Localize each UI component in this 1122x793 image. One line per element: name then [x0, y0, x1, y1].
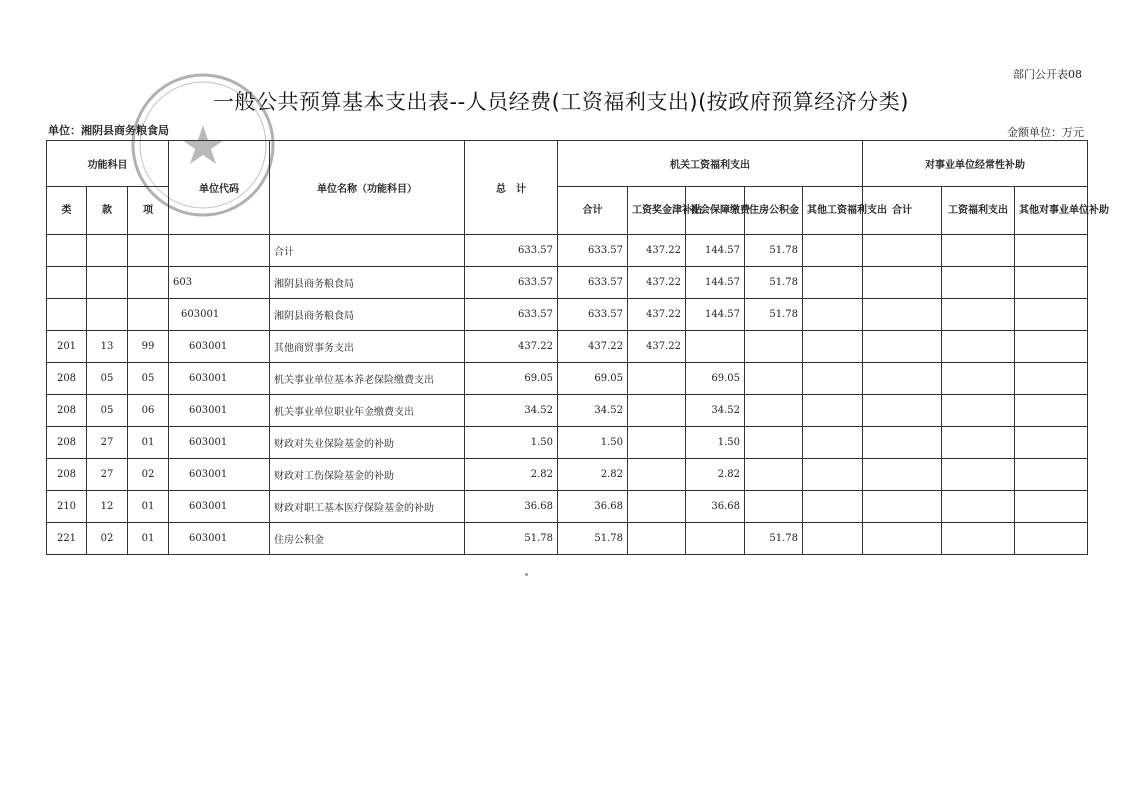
cell-org-housing	[745, 491, 803, 523]
cell-org-housing: 51.78	[745, 235, 803, 267]
header-lei: 类	[47, 187, 87, 235]
cell-total: 633.57	[465, 267, 558, 299]
cell-inst-wage	[942, 267, 1015, 299]
cell-org-social: 144.57	[686, 299, 745, 331]
header-org-social: 社会保障缴费	[686, 187, 745, 235]
table-row	[47, 363, 1088, 395]
cell-org-housing	[745, 363, 803, 395]
cell-lei: 208	[47, 395, 87, 427]
cell-inst-total	[863, 235, 942, 267]
cell-unit-code: 603	[169, 267, 270, 299]
header-xiang: 项	[128, 187, 169, 235]
table-row	[47, 235, 1088, 267]
cell-unit-code: 603001	[169, 299, 270, 331]
cell-lei: 208	[47, 459, 87, 491]
cell-kuan: 27	[87, 427, 128, 459]
cell-org-total: 69.05	[558, 363, 628, 395]
cell-inst-other	[1015, 331, 1088, 363]
cell-org-bonus	[628, 395, 686, 427]
cell-xiang	[128, 267, 169, 299]
cell-inst-other	[1015, 395, 1088, 427]
table-row	[47, 523, 1088, 555]
cell-kuan: 27	[87, 459, 128, 491]
cell-kuan: 12	[87, 491, 128, 523]
cell-lei: 210	[47, 491, 87, 523]
cell-total: 437.22	[465, 331, 558, 363]
cell-org-total: 36.68	[558, 491, 628, 523]
cell-org-social: 34.52	[686, 395, 745, 427]
cell-lei: 208	[47, 427, 87, 459]
cell-unit-code: 603001	[169, 523, 270, 555]
cell-total: 51.78	[465, 523, 558, 555]
cell-org-other	[803, 363, 863, 395]
header-org-bonus: 工资奖金津补贴	[628, 187, 686, 235]
header-org-total: 合计	[558, 187, 628, 235]
cell-org-other	[803, 267, 863, 299]
cell-org-social: 36.68	[686, 491, 745, 523]
cell-org-bonus	[628, 523, 686, 555]
cell-inst-wage	[942, 331, 1015, 363]
cell-inst-wage	[942, 395, 1015, 427]
cell-unit-name: 其他商贸事务支出	[270, 331, 465, 363]
cell-inst-other	[1015, 523, 1088, 555]
cell-unit-name: 财政对职工基本医疗保险基金的补助	[270, 491, 465, 523]
cell-org-housing	[745, 427, 803, 459]
cell-org-bonus	[628, 363, 686, 395]
cell-inst-wage	[942, 459, 1015, 491]
cell-org-total: 2.82	[558, 459, 628, 491]
cell-unit-name: 住房公积金	[270, 523, 465, 555]
cell-xiang	[128, 299, 169, 331]
cell-unit-code: 603001	[169, 331, 270, 363]
cell-unit-code	[169, 235, 270, 267]
cell-xiang: 01	[128, 427, 169, 459]
cell-unit-code: 603001	[169, 491, 270, 523]
cell-unit-code: 603001	[169, 427, 270, 459]
cell-org-housing	[745, 395, 803, 427]
cell-inst-other	[1015, 363, 1088, 395]
cell-total: 633.57	[465, 235, 558, 267]
cell-kuan	[87, 299, 128, 331]
cell-inst-wage	[942, 427, 1015, 459]
cell-unit-code: 603001	[169, 395, 270, 427]
cell-org-total: 437.22	[558, 331, 628, 363]
cell-org-other	[803, 427, 863, 459]
table-row	[47, 427, 1088, 459]
cell-org-other	[803, 331, 863, 363]
cell-xiang: 05	[128, 363, 169, 395]
cell-org-social: 1.50	[686, 427, 745, 459]
cell-unit-code: 603001	[169, 459, 270, 491]
cell-org-social: 144.57	[686, 267, 745, 299]
cell-inst-total	[863, 459, 942, 491]
cell-total: 1.50	[465, 427, 558, 459]
scan-speck	[525, 573, 528, 576]
cell-kuan	[87, 267, 128, 299]
unit-label: 单位：湘阴县商务粮食局	[48, 124, 169, 137]
cell-inst-other	[1015, 299, 1088, 331]
header-unit-name: 单位名称（功能科目）	[270, 141, 465, 235]
cell-xiang: 06	[128, 395, 169, 427]
table-row	[47, 491, 1088, 523]
cell-unit-name: 财政对工伤保险基金的补助	[270, 459, 465, 491]
cell-inst-other	[1015, 459, 1088, 491]
cell-unit-name: 机关事业单位职业年金缴费支出	[270, 395, 465, 427]
cell-lei: 208	[47, 363, 87, 395]
cell-org-total: 51.78	[558, 523, 628, 555]
table-row	[47, 459, 1088, 491]
cell-org-social: 69.05	[686, 363, 745, 395]
cell-inst-total	[863, 299, 942, 331]
table-row	[47, 299, 1088, 331]
cell-inst-total	[863, 267, 942, 299]
cell-org-social	[686, 331, 745, 363]
cell-unit-code: 603001	[169, 363, 270, 395]
cell-org-other	[803, 395, 863, 427]
cell-xiang: 01	[128, 523, 169, 555]
cell-inst-other	[1015, 235, 1088, 267]
cell-org-bonus: 437.22	[628, 235, 686, 267]
cell-total: 34.52	[465, 395, 558, 427]
cell-org-other	[803, 523, 863, 555]
cell-kuan: 13	[87, 331, 128, 363]
header-func-subject: 功能科目	[47, 141, 169, 187]
header-org-housing: 住房公积金	[745, 187, 803, 235]
cell-unit-name: 湘阴县商务粮食局	[270, 267, 465, 299]
cell-unit-name: 机关事业单位基本养老保险缴费支出	[270, 363, 465, 395]
cell-inst-total	[863, 363, 942, 395]
cell-inst-total	[863, 427, 942, 459]
cell-total: 36.68	[465, 491, 558, 523]
header-total: 总 计	[465, 141, 558, 235]
amount-unit-label: 金额单位：万元	[1007, 126, 1084, 139]
cell-total: 2.82	[465, 459, 558, 491]
cell-org-total: 633.57	[558, 267, 628, 299]
cell-lei	[47, 235, 87, 267]
cell-org-bonus: 437.22	[628, 331, 686, 363]
cell-org-total: 34.52	[558, 395, 628, 427]
cell-org-social: 144.57	[686, 235, 745, 267]
cell-total: 69.05	[465, 363, 558, 395]
cell-kuan	[87, 235, 128, 267]
cell-org-bonus	[628, 427, 686, 459]
cell-org-bonus: 437.22	[628, 299, 686, 331]
cell-org-housing: 51.78	[745, 299, 803, 331]
header-org-other: 其他工资福利支出	[803, 187, 863, 235]
cell-inst-total	[863, 331, 942, 363]
cell-inst-wage	[942, 299, 1015, 331]
table-row	[47, 395, 1088, 427]
cell-inst-other	[1015, 267, 1088, 299]
cell-lei: 201	[47, 331, 87, 363]
cell-org-other	[803, 459, 863, 491]
cell-org-bonus: 437.22	[628, 267, 686, 299]
cell-kuan: 05	[87, 395, 128, 427]
cell-xiang: 02	[128, 459, 169, 491]
cell-org-housing: 51.78	[745, 267, 803, 299]
cell-org-total: 633.57	[558, 235, 628, 267]
cell-org-social: 2.82	[686, 459, 745, 491]
cell-xiang: 01	[128, 491, 169, 523]
cell-org-bonus	[628, 459, 686, 491]
table-row	[47, 267, 1088, 299]
page-title: 一般公共预算基本支出表--人员经费(工资福利支出)(按政府预算经济分类)	[213, 90, 909, 114]
header-unit-code: 单位代码	[169, 141, 270, 235]
header-inst-wage: 工资福利支出	[942, 187, 1015, 235]
cell-lei	[47, 299, 87, 331]
cell-org-total: 633.57	[558, 299, 628, 331]
cell-lei	[47, 267, 87, 299]
cell-org-other	[803, 491, 863, 523]
cell-org-other	[803, 299, 863, 331]
cell-org-housing: 51.78	[745, 523, 803, 555]
cell-unit-name: 财政对失业保险基金的补助	[270, 427, 465, 459]
cell-unit-name: 合计	[270, 235, 465, 267]
cell-inst-wage	[942, 235, 1015, 267]
cell-kuan: 05	[87, 363, 128, 395]
cell-xiang	[128, 235, 169, 267]
cell-unit-name: 湘阴县商务粮食局	[270, 299, 465, 331]
cell-xiang: 99	[128, 331, 169, 363]
header-inst-total: 合计	[863, 187, 942, 235]
cell-inst-wage	[942, 363, 1015, 395]
cell-inst-total	[863, 491, 942, 523]
cell-total: 633.57	[465, 299, 558, 331]
cell-org-total: 1.50	[558, 427, 628, 459]
header-org-wage-group: 机关工资福利支出	[558, 141, 863, 187]
cell-kuan: 02	[87, 523, 128, 555]
cell-org-housing	[745, 331, 803, 363]
cell-inst-other	[1015, 427, 1088, 459]
cell-org-housing	[745, 459, 803, 491]
cell-inst-total	[863, 395, 942, 427]
cell-inst-wage	[942, 523, 1015, 555]
cell-org-social	[686, 523, 745, 555]
cell-lei: 221	[47, 523, 87, 555]
form-code: 部门公开表08	[1013, 68, 1082, 81]
cell-inst-total	[863, 523, 942, 555]
header-inst-other: 其他对事业单位补助	[1015, 187, 1088, 235]
header-inst-subsidy-group: 对事业单位经常性补助	[863, 141, 1088, 187]
cell-org-bonus	[628, 491, 686, 523]
budget-table	[46, 140, 1110, 555]
cell-inst-wage	[942, 491, 1015, 523]
cell-org-other	[803, 235, 863, 267]
header-kuan: 款	[87, 187, 128, 235]
cell-inst-other	[1015, 491, 1088, 523]
table-row	[47, 331, 1088, 363]
